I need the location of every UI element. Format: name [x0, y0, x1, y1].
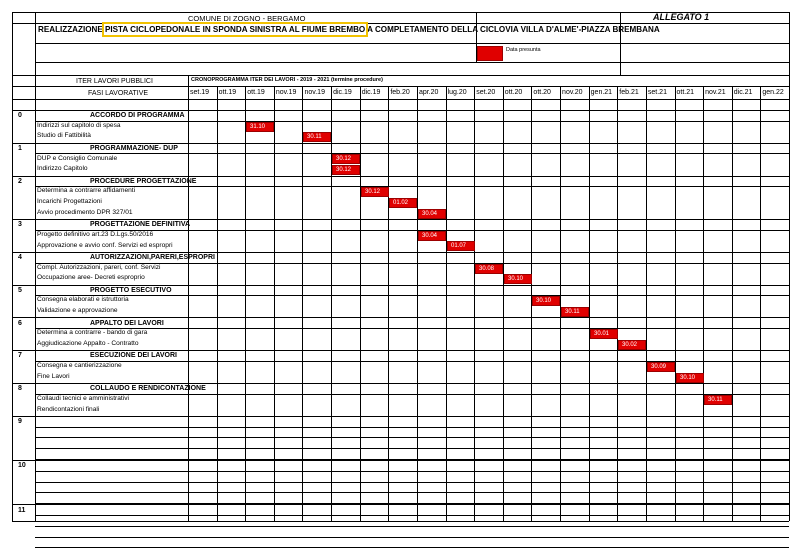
- month-col-rule: [560, 86, 561, 521]
- schedule-marker: [704, 395, 732, 405]
- task-label: Determina a contrarre - bando di gara: [37, 329, 148, 337]
- marker-date: 30.09: [651, 364, 667, 370]
- month-label: set.21: [647, 89, 667, 96]
- phase-title: PROGRAMMAZIONE- DUP: [90, 144, 178, 152]
- month-col-rule: [617, 86, 618, 521]
- phase-number: 8: [18, 385, 22, 393]
- month-col-rule: [732, 86, 733, 521]
- phase-title: PROCEDURE PROGETTAZIONE: [90, 177, 197, 185]
- h-rule: [12, 99, 789, 100]
- phase-number: 11: [18, 506, 26, 514]
- schedule-marker: [332, 165, 360, 175]
- phase-top-rule: [12, 504, 789, 505]
- task-label: Aggiudicazione Appalto - Contratto: [37, 339, 139, 347]
- task-label: Incarichi Progettazioni: [37, 198, 102, 205]
- month-col-rule: [474, 86, 475, 521]
- iter-title: ITER LAVORI PUBBLICI: [76, 78, 153, 85]
- h-rule: [35, 448, 789, 449]
- h-rule: [35, 153, 789, 154]
- task-label: Compl. Autorizzazioni, pareri, conf. Servizi: [37, 263, 161, 271]
- marker-date: 30.04: [422, 211, 438, 217]
- marker-date: 30.12: [336, 156, 352, 162]
- month-label: feb.21: [619, 89, 639, 96]
- schedule-marker: [332, 154, 360, 164]
- schedule-marker: [418, 231, 446, 241]
- h-rule: [35, 537, 789, 538]
- h-rule: [35, 394, 789, 395]
- marker-date: 30.10: [508, 276, 524, 282]
- allegato-label: ALLEGATO 1: [653, 12, 710, 22]
- schedule-marker: [475, 264, 503, 274]
- phase-title: ESECUZIONE DEI LAVORI: [90, 352, 177, 360]
- task-label: Indirizzo Capitolo: [37, 165, 88, 173]
- month-col-rule: [388, 86, 389, 521]
- schedule-marker: [590, 329, 618, 339]
- month-label: ott.19: [218, 89, 237, 96]
- task-label: Progetto definitivo art.23 D.Lgs.50/2016: [37, 230, 154, 238]
- project-title: [38, 26, 660, 34]
- phase-top-rule: [12, 383, 789, 384]
- marker-date: 30.02: [622, 342, 638, 348]
- task-label: Collaudi tecnici e amministrativi: [37, 394, 129, 402]
- h-rule: [35, 121, 789, 122]
- marker-date: 30.11: [708, 397, 723, 403]
- schedule-marker: [647, 362, 675, 372]
- phase-top-rule: [12, 416, 789, 417]
- month-col-rule: [760, 86, 761, 521]
- title-suffix: A COMPLETAMENTO DELLA CICLOVIA VILLA D'ALME'-PIAZZA BREMBANA: [365, 25, 660, 34]
- month-col-rule: [302, 86, 303, 521]
- legend-swatch: [477, 46, 503, 61]
- month-label: ott.20: [533, 89, 551, 96]
- h-rule: [35, 526, 789, 527]
- h-rule: [35, 515, 789, 516]
- schedule-marker: [246, 122, 274, 132]
- marker-date: 30.04: [422, 233, 438, 239]
- marker-date: 30.12: [336, 167, 352, 173]
- grid-start-rule: [188, 75, 189, 521]
- schedule-marker: [532, 296, 560, 306]
- task-label: Approvazione e avvio conf. Servizi ed espropri: [37, 241, 173, 249]
- phase-number: 7: [18, 352, 22, 360]
- h-rule: [35, 427, 789, 428]
- month-label: lug.20: [447, 89, 467, 96]
- month-label: dic.21: [733, 89, 753, 96]
- task-label: Indirizzi sul capitolo di spesa: [37, 121, 121, 129]
- phase-top-rule: [12, 460, 789, 461]
- month-col-rule: [646, 86, 647, 521]
- h-rule: [12, 86, 789, 87]
- task-label: Determina a contrarre affidamenti: [37, 187, 136, 195]
- h-rule: [35, 492, 789, 493]
- month-col-rule: [589, 86, 590, 521]
- month-label: ott.20: [504, 89, 523, 96]
- phase-title: PROGETTO ESECUTIVO: [90, 286, 172, 294]
- h-rule: [35, 295, 789, 296]
- month-col-rule: [417, 86, 418, 521]
- num-col-rule: [35, 12, 36, 521]
- marker-date: 30.11: [307, 134, 322, 140]
- phase-top-rule: [12, 350, 789, 351]
- fasi-title: FASI LAVORATIVE: [88, 90, 149, 97]
- h-rule: [35, 62, 789, 63]
- task-label: Fine Lavori: [37, 372, 70, 380]
- month-label: set.19: [190, 89, 210, 96]
- month-label: ott.21: [676, 89, 695, 96]
- phase-top-rule: [12, 252, 789, 253]
- month-col-rule: [274, 86, 275, 521]
- legend-label: Data presunta: [506, 47, 541, 53]
- marker-date: 31.10: [250, 124, 266, 130]
- phase-number: 5: [18, 286, 22, 294]
- phase-number: 1: [18, 144, 22, 152]
- month-col-rule: [360, 86, 361, 521]
- marker-date: 30.12: [365, 189, 381, 195]
- marker-date: 30.10: [680, 375, 696, 381]
- h-rule: [12, 23, 789, 24]
- phase-top-rule: [12, 219, 789, 220]
- month-col-rule: [245, 86, 246, 521]
- phase-title: COLLAUDO E RENDICONTAZIONE: [90, 385, 206, 393]
- month-label: nov.21: [705, 89, 726, 96]
- marker-date: 30.01: [594, 331, 610, 337]
- phase-number: 0: [18, 112, 22, 119]
- frame-left: [12, 12, 13, 521]
- h-rule: [35, 186, 789, 187]
- month-label: gen.21: [590, 89, 613, 96]
- schedule-marker: [504, 274, 532, 284]
- phase-top-rule: [12, 110, 789, 111]
- month-col-rule: [703, 86, 704, 521]
- schedule-marker: [418, 209, 446, 219]
- marker-date: 30.08: [479, 266, 495, 272]
- schedule-marker: [389, 198, 417, 208]
- h-rule: [35, 471, 789, 472]
- phase-number: 9: [18, 417, 22, 425]
- month-col-rule: [331, 86, 332, 521]
- task-label: DUP e Consiglio Comunale: [37, 154, 118, 162]
- month-label: set.20: [476, 89, 496, 96]
- crono-title: CRONOPROGRAMMA ITER DEI LAVORI - 2019 - 2021 (termine procedure): [191, 77, 383, 83]
- task-label: Validazione e approvazione: [37, 307, 118, 315]
- phase-number: 4: [18, 253, 22, 261]
- month-col-rule: [446, 86, 447, 521]
- schedule-marker: [303, 132, 331, 142]
- month-label: nov.20: [562, 89, 583, 96]
- phase-title: PROGETTAZIONE DEFINITIVA: [90, 221, 191, 229]
- marker-date: 30.10: [536, 298, 552, 304]
- phase-number: 10: [18, 462, 26, 470]
- frame-right: [789, 12, 790, 521]
- h-rule: [12, 75, 789, 76]
- h-rule: [35, 361, 789, 362]
- h-rule: [35, 43, 789, 44]
- title-prefix: REALIZZAZIONE: [38, 25, 105, 34]
- h-rule: [35, 328, 789, 329]
- month-col-rule: [503, 86, 504, 521]
- h-rule: [35, 437, 789, 438]
- month-label: gen.22: [762, 89, 784, 96]
- task-label: Consegna elaborati e istruttoria: [37, 296, 129, 304]
- marker-date: 01.02: [393, 200, 409, 206]
- phase-title: ACCORDO DI PROGRAMMA: [90, 112, 185, 119]
- task-label: Studio di Fattibilità: [37, 132, 91, 140]
- task-label: Rendicontazioni finali: [37, 405, 100, 413]
- phase-title: AUTORIZZAZIONI,PARERI,ESPROPRI: [90, 253, 215, 261]
- month-col-rule: [675, 86, 676, 521]
- month-label: nov.19: [304, 89, 325, 96]
- v-rule: [620, 12, 621, 75]
- phase-top-rule: [12, 317, 789, 318]
- month-label: nov.19: [275, 89, 297, 96]
- phase-title: APPALTO DEI LAVORI: [90, 319, 164, 327]
- task-label: Consegna e cantierizzazione: [37, 362, 122, 369]
- schedule-marker: [618, 340, 646, 350]
- schedule-marker: [361, 187, 389, 197]
- month-label: ott.19: [247, 89, 265, 96]
- h-rule: [35, 482, 789, 483]
- schedule-marker: [561, 307, 589, 317]
- month-col-rule: [217, 86, 218, 521]
- task-label: Avvio procedimento DPR 327/01: [37, 208, 133, 216]
- month-label: dic.19: [361, 89, 381, 96]
- phase-number: 2: [18, 177, 22, 185]
- task-label: Occupazione aree- Decreti esproprio: [37, 274, 145, 282]
- month-label: apr.20: [418, 89, 439, 96]
- schedule-marker: [676, 373, 704, 383]
- title-highlight: PISTA CICLOPEDONALE IN SPONDA SINISTRA AL FIUME BREMBO: [105, 25, 366, 34]
- month-label: feb.20: [390, 89, 410, 96]
- schedule-marker: [447, 241, 475, 251]
- h-rule: [12, 521, 789, 522]
- phase-number: 3: [18, 221, 22, 229]
- comune-title: COMUNE DI ZOGNO - BERGAMO: [188, 14, 306, 23]
- phase-number: 6: [18, 319, 22, 327]
- marker-date: 01.07: [451, 243, 467, 249]
- month-label: dic.19: [333, 89, 352, 96]
- marker-date: 30.11: [565, 309, 580, 315]
